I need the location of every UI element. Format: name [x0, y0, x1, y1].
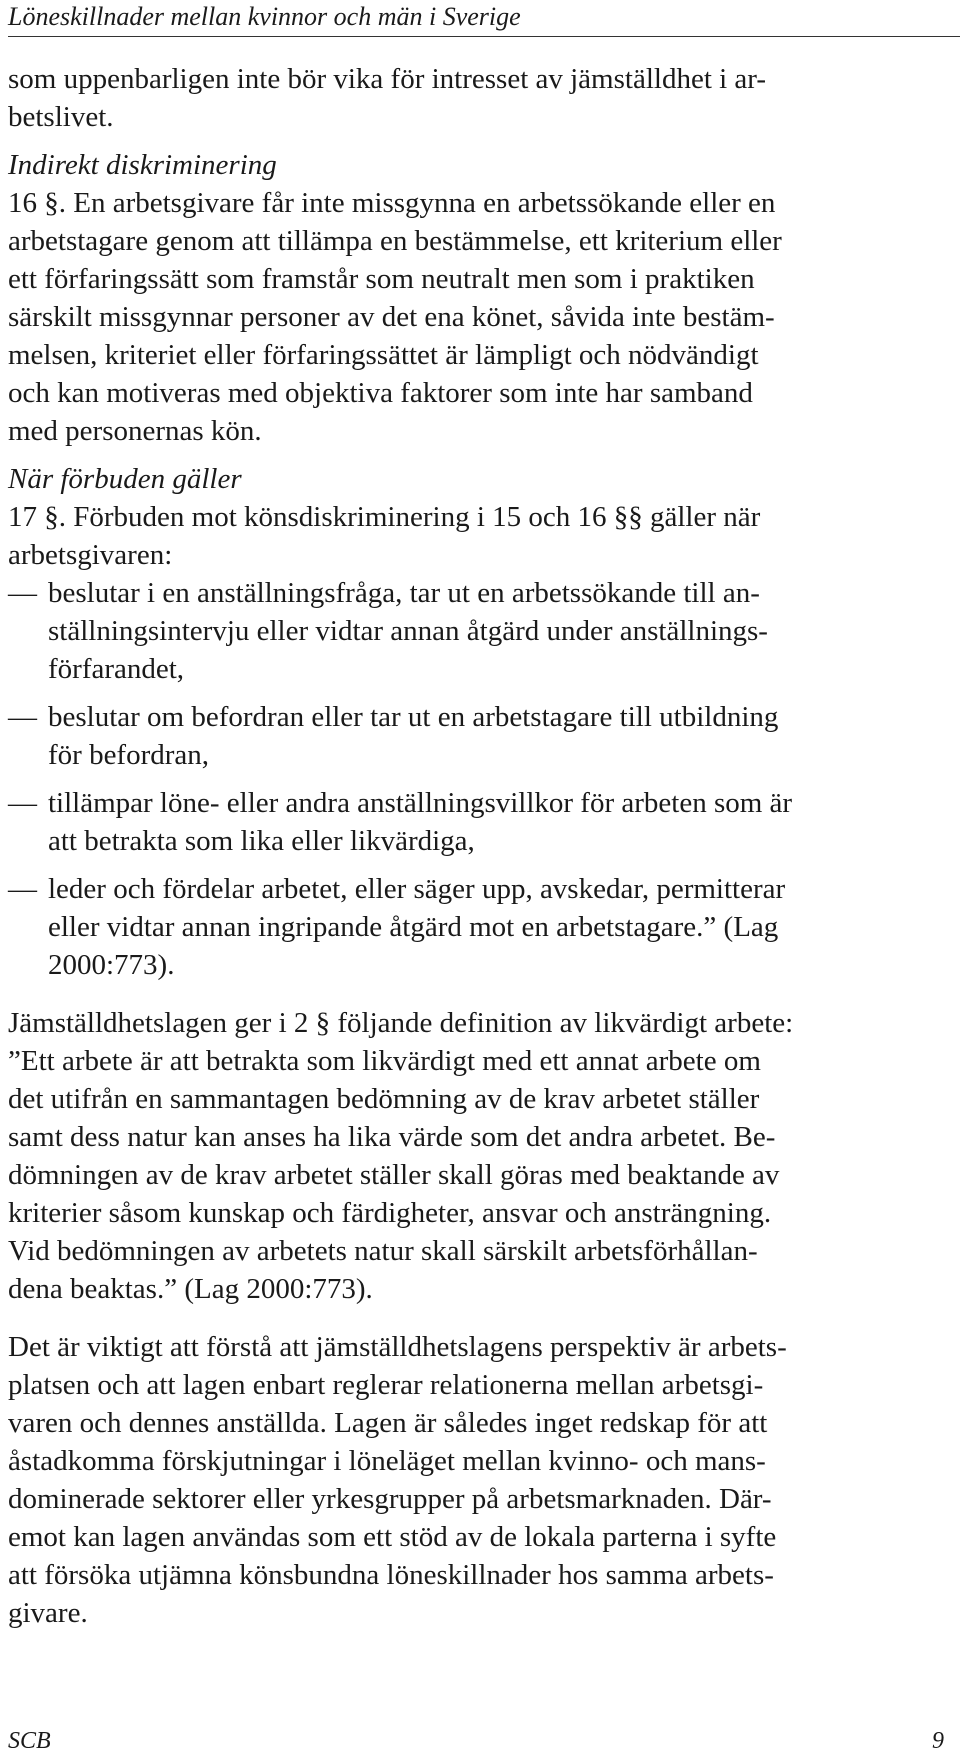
page-body	[8, 60, 938, 1632]
dash-bullet: —	[8, 577, 37, 609]
text-line: platsen och att lagen enbart reglerar relationerna mellan arbetsgi-	[8, 1369, 764, 1401]
text-line: med personernas kön.	[8, 415, 262, 447]
text-line: dena beaktas.” (Lag 2000:773).	[8, 1273, 373, 1305]
text-line: och kan motiveras med objektiva faktorer som inte har samband	[8, 377, 753, 409]
page-number: 9	[932, 1728, 944, 1754]
text-line: arbetsgivaren:	[8, 539, 173, 571]
dash-bullet: —	[8, 701, 37, 733]
text-line: dömningen av de krav arbetet ställer skall göras med beaktande av	[8, 1159, 780, 1191]
text-line: för befordran,	[48, 739, 210, 771]
text-line: Vid bedömningen av arbetets natur skall särskilt arbetsförhållan-	[8, 1235, 758, 1267]
dash-bullet: —	[8, 873, 37, 905]
section-indirect-discrimination	[8, 146, 938, 450]
section-heading: När förbuden gäller	[8, 463, 242, 495]
page-footer	[8, 1726, 944, 1756]
text-line: leder och fördelar arbetet, eller säger upp, avskedar, permitterar	[48, 873, 786, 905]
text-line: ett förfaringssätt som framstår som neutralt men som i praktiken	[8, 263, 755, 295]
text-line: beslutar om befordran eller tar ut en arbetstagare till utbildning	[48, 701, 779, 733]
text-line: melsen, kriteriet eller förfaringssättet är lämpligt och nödvändigt	[8, 339, 759, 371]
dash-bullet: —	[8, 787, 37, 819]
text-line: 2000:773).	[48, 949, 175, 981]
text-line: ställningsintervju eller vidtar annan åtgärd under anställnings-	[48, 615, 768, 647]
list-item	[8, 870, 938, 984]
list-item	[8, 784, 938, 860]
paragraph-equivalent-work-definition	[8, 1004, 938, 1308]
text-line: Jämställdhetslagen ger i 2 § följande definition av likvärdigt arbete:	[8, 1007, 794, 1039]
section-when-prohibitions-apply	[8, 460, 938, 984]
running-header	[8, 2, 960, 37]
running-header-title: Löneskillnader mellan kvinnor och män i Sverige	[8, 2, 521, 31]
text-line: betslivet.	[8, 101, 114, 133]
text-line: tillämpar löne- eller andra anställningsvillkor för arbeten som är	[48, 787, 793, 819]
text-line: förfarandet,	[48, 653, 185, 685]
text-line: det utifrån en sammantagen bedömning av de krav arbetet ställer	[8, 1083, 760, 1115]
text-line: samt dess natur kan anses ha lika värde som det andra arbetet. Be-	[8, 1121, 776, 1153]
list-item	[8, 698, 938, 774]
text-line: 16 §. En arbetsgivare får inte missgynna en arbetssökande eller en	[8, 187, 776, 219]
text-line: beslutar i en anställningsfråga, tar ut en arbetssökande till an-	[48, 577, 760, 609]
text-line: kriterier såsom kunskap och färdigheter, ansvar och ansträngning.	[8, 1197, 772, 1229]
text-line: som uppenbarligen inte bör vika för intresset av jämställdhet i ar-	[8, 63, 767, 95]
text-line: ”Ett arbete är att betrakta som likvärdigt med ett annat arbete om	[8, 1045, 761, 1077]
list-item	[8, 574, 938, 688]
text-line: att försöka utjämna könsbundna löneskillnader hos samma arbets-	[8, 1559, 774, 1591]
section-heading: Indirekt diskriminering	[8, 149, 277, 181]
text-line: 17 §. Förbuden mot könsdiskriminering i 15 och 16 §§ gäller när	[8, 501, 761, 533]
text-line: givare.	[8, 1597, 88, 1629]
text-line: särskilt missgynnar personer av det ena könet, såvida inte bestäm-	[8, 301, 775, 333]
text-line: Det är viktigt att förstå att jämställdhetslagens perspektiv är arbets-	[8, 1331, 787, 1363]
text-line: arbetstagare genom att tillämpa en bestämmelse, ett kriterium eller	[8, 225, 782, 257]
text-line: emot kan lagen användas som ett stöd av de lokala parterna i syfte	[8, 1521, 777, 1553]
text-line: varen och dennes anställda. Lagen är således inget redskap för att	[8, 1407, 768, 1439]
footer-publisher: SCB	[8, 1728, 51, 1754]
text-line: eller vidtar annan ingripande åtgärd mot en arbetstagare.” (Lag	[48, 911, 779, 943]
text-line: dominerade sektorer eller yrkesgrupper på arbetsmarknaden. Där-	[8, 1483, 772, 1515]
intro-paragraph	[8, 60, 938, 136]
text-line: att betrakta som lika eller likvärdiga,	[48, 825, 475, 857]
text-line: åstadkomma förskjutningar i löneläget mellan kvinno- och mans-	[8, 1445, 766, 1477]
paragraph-law-perspective	[8, 1328, 938, 1632]
